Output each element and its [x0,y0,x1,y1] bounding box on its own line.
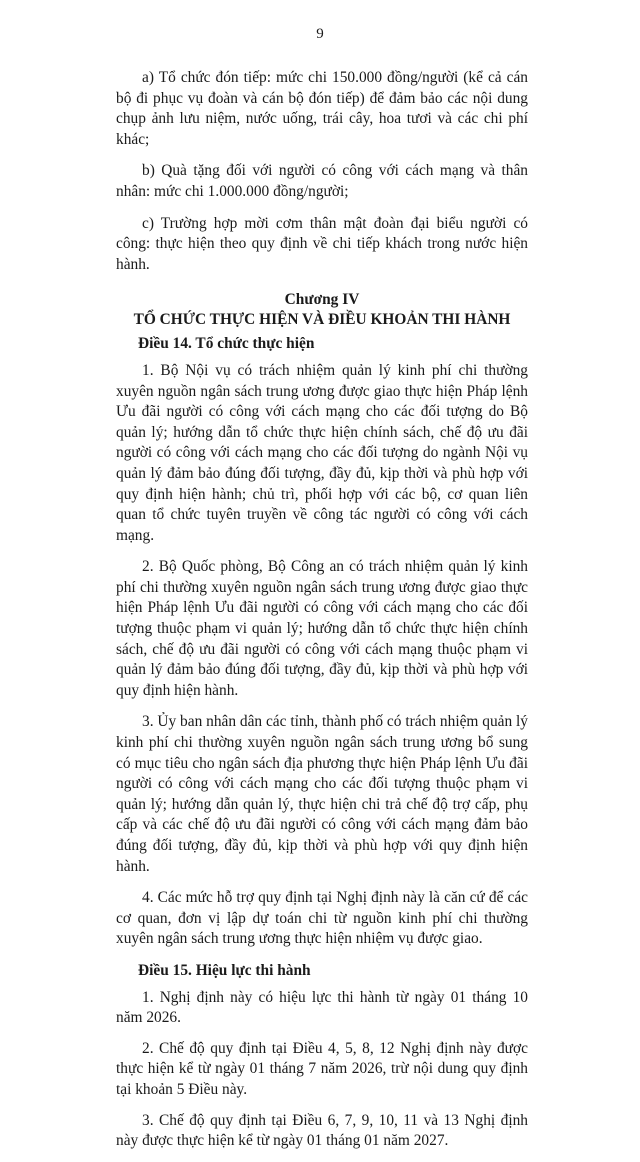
article-15-clause-2: 2. Chế độ quy định tại Điều 4, 5, 8, 12 Nghị định này được thực hiện kể từ ngày 01 tháng 7 năm 2026, trừ nội dung quy định tại khoản 5 Điều này. [116,1039,528,1098]
paragraph-item-c: c) Trường hợp mời cơm thân mật đoàn đại biểu người có công: thực hiện theo quy định về chi tiếp khách trong nước hiện hành. [116,214,528,273]
paragraph-item-a: a) Tổ chức đón tiếp: mức chi 150.000 đồng/người (kể cả cán bộ đi phục vụ đoàn và cán bộ đón tiếp) để đảm bảo các nội dung chụp ảnh lưu niệm, nước uống, trái cây, hoa tươi và các chi phí khác; [116,69,528,148]
article-14-clause-3: 3. Ủy ban nhân dân các tỉnh, thành phố có trách nhiệm quản lý kinh phí chi thường xuyên nguồn ngân sách trung ương bổ sung có mục tiêu cho ngân sách địa phương thực hiện Pháp lệnh Ưu đãi người có công với cách mạng cho các đối tượng thuộc phạm vi quản lý; hướng dẫn quản lý, thực hiện chi trả chế độ trợ cấp, phụ cấp và các chế độ ưu đãi người có công với cách mạng đảm bảo đúng đối tượng, đầy đủ, kịp thời và phù hợp với quy định hiện hành. [116,713,528,875]
article-14-title: Điều 14. Tổ chức thực hiện [138,335,315,353]
article-14-clause-4: 4. Các mức hỗ trợ quy định tại Nghị định này là căn cứ để các cơ quan, đơn vị lập dự toán chi từ nguồn kinh phí chi thường xuyên ngân sách trung ương thực hiện nhiệm vụ được giao. [116,889,528,948]
article-15-clause-3: 3. Chế độ quy định tại Điều 6, 7, 9, 10, 11 và 13 Nghị định này được thực hiện kể từ ngày 01 tháng 01 năm 2027. [116,1111,528,1150]
document-body [116,68,528,1162]
article-15-title: Điều 15. Hiệu lực thi hành [138,961,311,979]
chapter-number: Chương IV [284,291,360,309]
article-14-clause-2: 2. Bộ Quốc phòng, Bộ Công an có trách nhiệm quản lý kinh phí chi thường xuyên nguồn ngân sách trung ương được giao thực hiện Pháp lệnh Ưu đãi người có công với cách mạng cho các đối tượng thuộc phạm vi quản lý; hướng dẫn tổ chức thực hiện chính sách, chế độ ưu đãi người có công với cách mạng thuộc phạm vi quản lý đảm bảo đúng đối tượng, đầy đủ, kịp thời và phù hợp với quy định hiện hành. [116,558,528,699]
chapter-heading: TỔ CHỨC THỰC HIỆN VÀ ĐIỀU KHOẢN THI HÀNH [133,311,511,329]
page-number: 9 [316,26,324,42]
article-14-clause-1: 1. Bộ Nội vụ có trách nhiệm quản lý kinh phí chi thường xuyên nguồn ngân sách trung ương được giao thực hiện Pháp lệnh Ưu đãi người có công với cách mạng cho các đối tượng do Bộ quản lý; hướng dẫn tổ chức thực hiện chính sách, chế độ ưu đãi người có công với cách mạng cho các đối tượng do ngành Nội vụ quản lý đảm bảo đúng đối tượng, đầy đủ, kịp thời và phù hợp với quy định hiện hành; chủ trì, phối hợp với các bộ, cơ quan liên quan tổ chức tuyên truyền về công tác người có công với cách mạng. [116,361,528,544]
article-15-clause-1: 1. Nghị định này có hiệu lực thi hành từ ngày 01 tháng 10 năm 2026. [116,988,528,1027]
paragraph-item-b: b) Quà tặng đối với người có công với cách mạng và thân nhân: mức chi 1.000.000 đồng/người; [116,162,528,200]
